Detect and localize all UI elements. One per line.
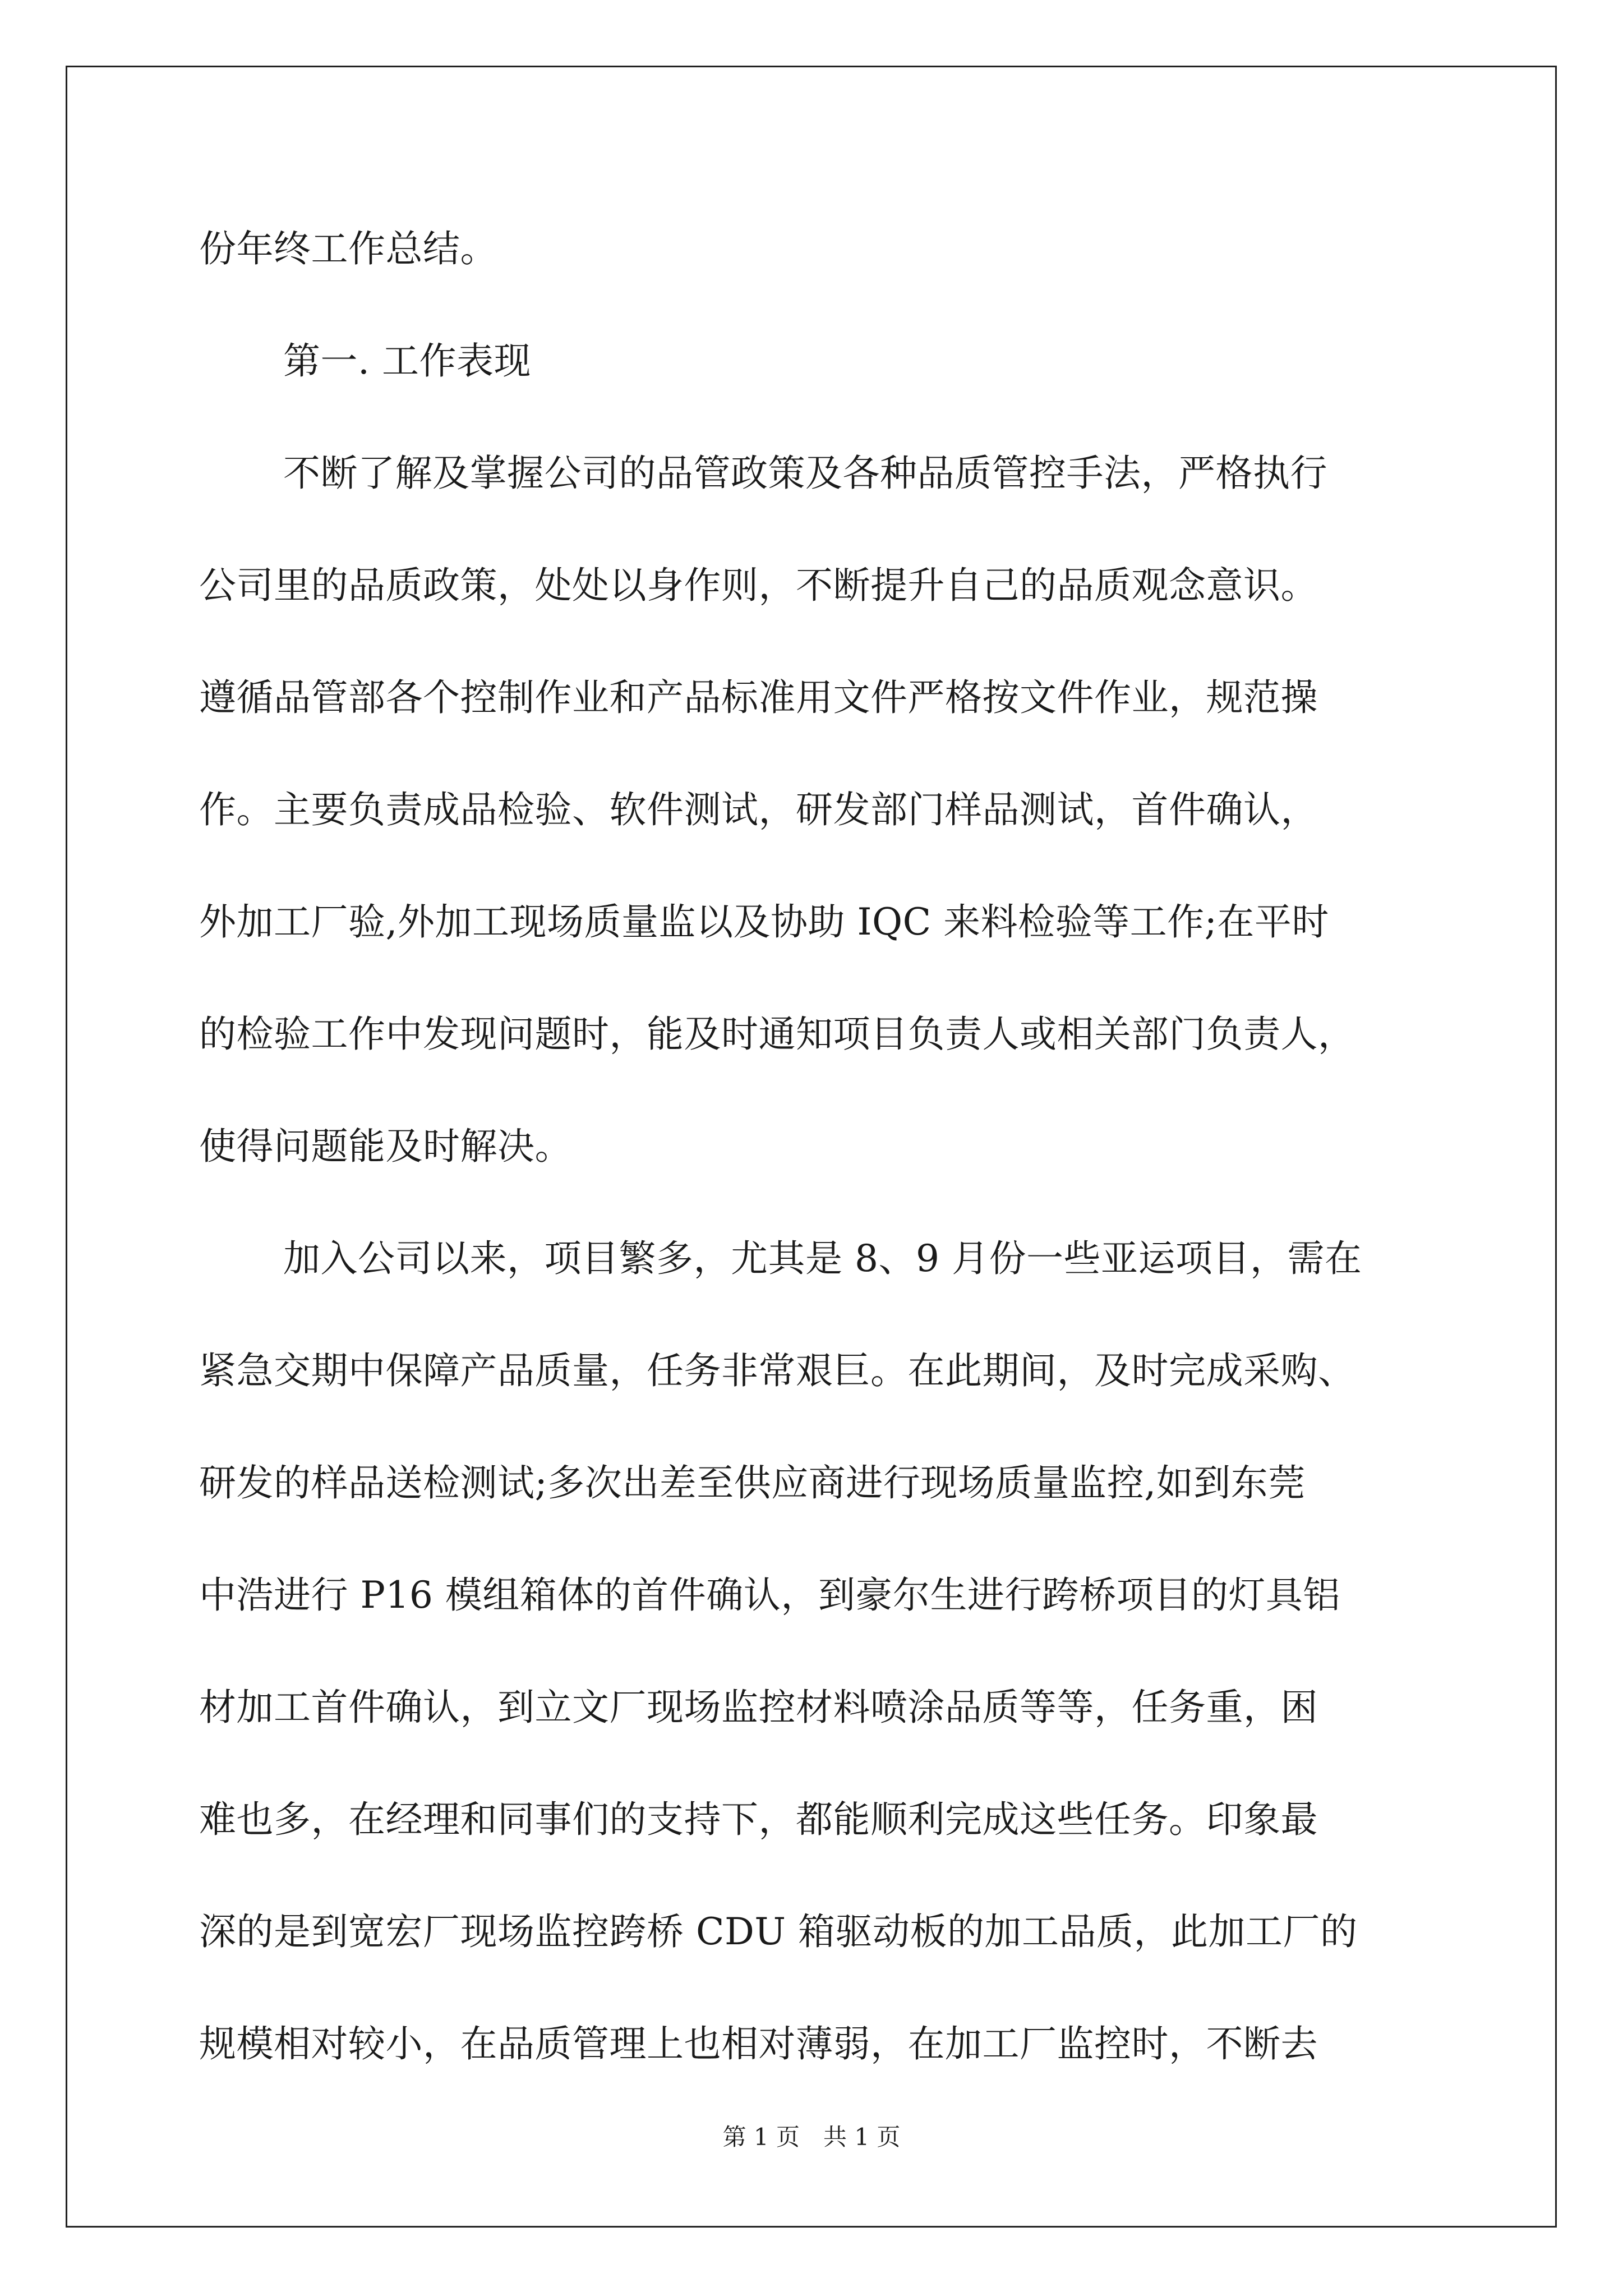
text-line: 使得问题能及时解决。 xyxy=(199,1125,572,1168)
text-line: 规模相对较小，在品质管理上也相对薄弱，在加工厂监控时，不断去 xyxy=(199,2022,1318,2065)
page-number-footer: 第 1 页 共 1 页 xyxy=(722,2123,901,2151)
section-heading: 第一. 工作表现 xyxy=(283,339,531,383)
text-line: 的检验工作中发现问题时，能及时通知项目负责人或相关部门负责人， xyxy=(199,1013,1355,1056)
text-line: 紧急交期中保障产品质量，任务非常艰巨。在此期间，及时完成采购、 xyxy=(199,1349,1355,1392)
text-line: 作。主要负责成品检验、软件测试，研发部门样品测试，首件确认， xyxy=(199,788,1318,831)
text-line: 份年终工作总结。 xyxy=(199,227,497,270)
text-line: 深的是到宽宏厂现场监控跨桥 CDU 箱驱动板的加工品质，此加工厂的 xyxy=(199,1910,1358,1953)
text-line: 难也多，在经理和同事们的支持下，都能顺利完成这些任务。印象最 xyxy=(199,1798,1318,1841)
text-line: 材加工首件确认，到立文厂现场监控材料喷涂品质等等，任务重，困 xyxy=(199,1686,1318,1729)
text-line: 不断了解及掌握公司的品管政策及各种品质管控手法，严格执行 xyxy=(283,452,1327,495)
text-line: 外加工厂验,外加工现场质量监以及协助 IQC 来料检验等工作;在平时 xyxy=(199,900,1329,944)
text-line: 中浩进行 P16 模组箱体的首件确认，到豪尔生进行跨桥项目的灯具铝 xyxy=(199,1573,1340,1617)
text-line: 遵循品管部各个控制作业和产品标准用文件严格按文件作业，规范操 xyxy=(199,676,1318,719)
text-line: 研发的样品送检测试;多次出差至供应商进行现场质量监控,如到东莞 xyxy=(199,1461,1306,1504)
text-line: 公司里的品质政策，处处以身作则，不断提升自己的品质观念意识。 xyxy=(199,564,1318,607)
text-line: 加入公司以来，项目繁多，尤其是 8、9 月份一些亚运项目，需在 xyxy=(283,1237,1362,1280)
